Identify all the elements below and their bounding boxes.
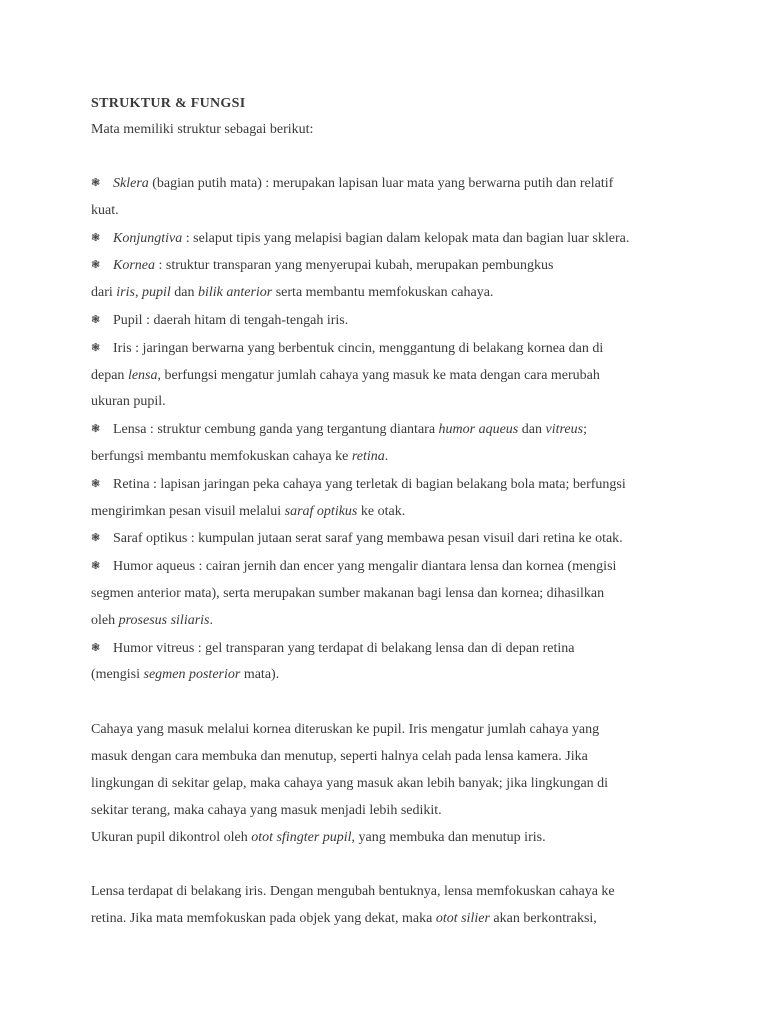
italic-term: saraf optikus [284, 503, 358, 519]
text-run: , [134, 285, 142, 301]
text-run: ke otak. [357, 503, 406, 519]
list-item [91, 525, 691, 553]
bullet-flower-icon: ❃ [91, 477, 101, 490]
text-run: (mengisi [91, 667, 144, 683]
text-run: Retina : lapisan jaringan peka cahaya yang terletak di bagian belakang bola mata; berfungsi [113, 476, 626, 492]
bullet-flower-icon: ❃ [91, 177, 101, 189]
text-run: oleh [91, 612, 119, 628]
text-run: Lensa : struktur cembung ganda yang tergantung diantara [113, 422, 439, 438]
text-run: sekitar terang, maka cahaya yang masuk menjadi lebih sedikit. [91, 803, 442, 819]
paragraph-lens [91, 878, 691, 932]
text-run: akan berkontraksi, [489, 911, 597, 927]
text-run: serta membantu memfokuskan cahaya. [272, 285, 494, 301]
list-item [91, 553, 691, 634]
text-run: dan [518, 422, 546, 438]
italic-term: prosesus siliaris [118, 612, 210, 628]
list-item [91, 416, 691, 471]
document-page [91, 91, 691, 932]
list-item [91, 252, 691, 307]
italic-term: otot sfingter pupil [251, 830, 352, 846]
spacer [91, 851, 691, 878]
text-run: depan [91, 367, 128, 383]
text-run: Cahaya yang masuk melalui kornea diteruskan ke pupil. Iris mengatur jumlah cahaya yang [91, 722, 600, 738]
list-item [91, 335, 691, 416]
document-title: STRUKTUR & FUNGSI [91, 96, 246, 111]
text-run: Saraf optikus : kumpulan jutaan serat saraf yang membawa pesan visuil dari retina ke otak. [113, 531, 623, 547]
text-run: mata). [240, 667, 280, 683]
italic-term: pupil [141, 285, 171, 301]
text-run: : selaput tipis yang melapisi bagian dalam kelopak mata dan bagian luar sklera. [182, 230, 630, 246]
text-run: , yang membuka dan menutup iris. [351, 830, 546, 846]
italic-term: vitreus [545, 422, 584, 438]
text-run: berfungsi membantu memfokuskan cahaya ke [91, 448, 352, 464]
bullet-flower-icon: ❃ [91, 259, 101, 272]
text-run: Pupil : daerah hitam di tengah-tengah iris. [113, 312, 349, 328]
text-run: segmen anterior mata), serta merupakan sumber makanan bagi lensa dan kornea; dihasilkan [91, 585, 605, 601]
text-run: Ukuran pupil dikontrol oleh [91, 830, 252, 846]
bullet-flower-icon: ❃ [91, 341, 101, 354]
text-run: . [209, 612, 213, 628]
text-run: . [384, 448, 389, 464]
text-run: retina. Jika mata memfokuskan pada objek yang dekat, maka [91, 911, 436, 927]
italic-term: bilik anterior [197, 285, 273, 301]
list-item [91, 635, 691, 690]
paragraph-pupil [91, 716, 691, 851]
text-run: dari [91, 285, 117, 301]
bullet-flower-icon: ❃ [91, 423, 101, 436]
italic-term: retina [351, 448, 385, 464]
list-item [91, 307, 691, 335]
italic-term: Konjungtiva [113, 230, 183, 246]
italic-term: humor aqueus [438, 422, 519, 438]
intro-text: Mata memiliki struktur sebagai berikut: [91, 122, 314, 137]
text-run: Humor aqueus : cairan jernih dan encer yang mengalir diantara lensa dan kornea (mengisi [113, 559, 617, 575]
bullet-flower-icon: ❃ [91, 641, 101, 654]
list-item [91, 471, 691, 526]
italic-term: iris [116, 285, 135, 301]
italic-term: segmen posterior [143, 667, 241, 683]
bullet-flower-icon: ❃ [91, 532, 101, 545]
bullet-flower-icon: ❃ [91, 560, 101, 573]
italic-term: lensa [127, 367, 158, 383]
text-run: mengirimkan pesan visuil melalui [91, 503, 285, 519]
italic-term: Sklera [113, 176, 149, 191]
text-run: ; [583, 422, 587, 438]
spacer [91, 143, 691, 170]
text-run: ukuran pupil. [91, 394, 166, 410]
structure-list [91, 170, 691, 689]
text-run: Iris : jaringan berwarna yang berbentuk cincin, menggantung di belakang kornea dan di [113, 340, 604, 356]
text-run: dan [170, 285, 198, 301]
list-item [91, 225, 691, 253]
text-run: : struktur transparan yang menyerupai kubah, merupakan pembungkus [155, 258, 554, 274]
text-run: Lensa terdapat di belakang iris. Dengan mengubah bentuknya, lensa memfokuskan cahaya ke [91, 884, 615, 900]
text-run: Humor vitreus : gel transparan yang terdapat di belakang lensa dan di depan retina [113, 640, 575, 656]
text-run: kuat. [91, 202, 119, 218]
bullet-flower-icon: ❃ [91, 313, 101, 326]
spacer [91, 689, 691, 716]
text-run: lingkungan di sekitar gelap, maka cahaya yang masuk akan lebih banyak; jika lingkungan di [91, 776, 609, 792]
list-item [91, 170, 691, 225]
text-run: (bagian putih mata) : merupakan lapisan luar mata yang berwarna putih dan relatif [148, 176, 614, 191]
italic-term: otot silier [435, 911, 490, 927]
italic-term: Kornea [113, 258, 155, 274]
bullet-flower-icon: ❃ [91, 231, 101, 244]
text-run: masuk dengan cara membuka dan menutup, seperti halnya celah pada lensa kamera. Jika [91, 749, 588, 765]
text-run: , berfungsi mengatur jumlah cahaya yang masuk ke mata dengan cara merubah [157, 367, 600, 383]
